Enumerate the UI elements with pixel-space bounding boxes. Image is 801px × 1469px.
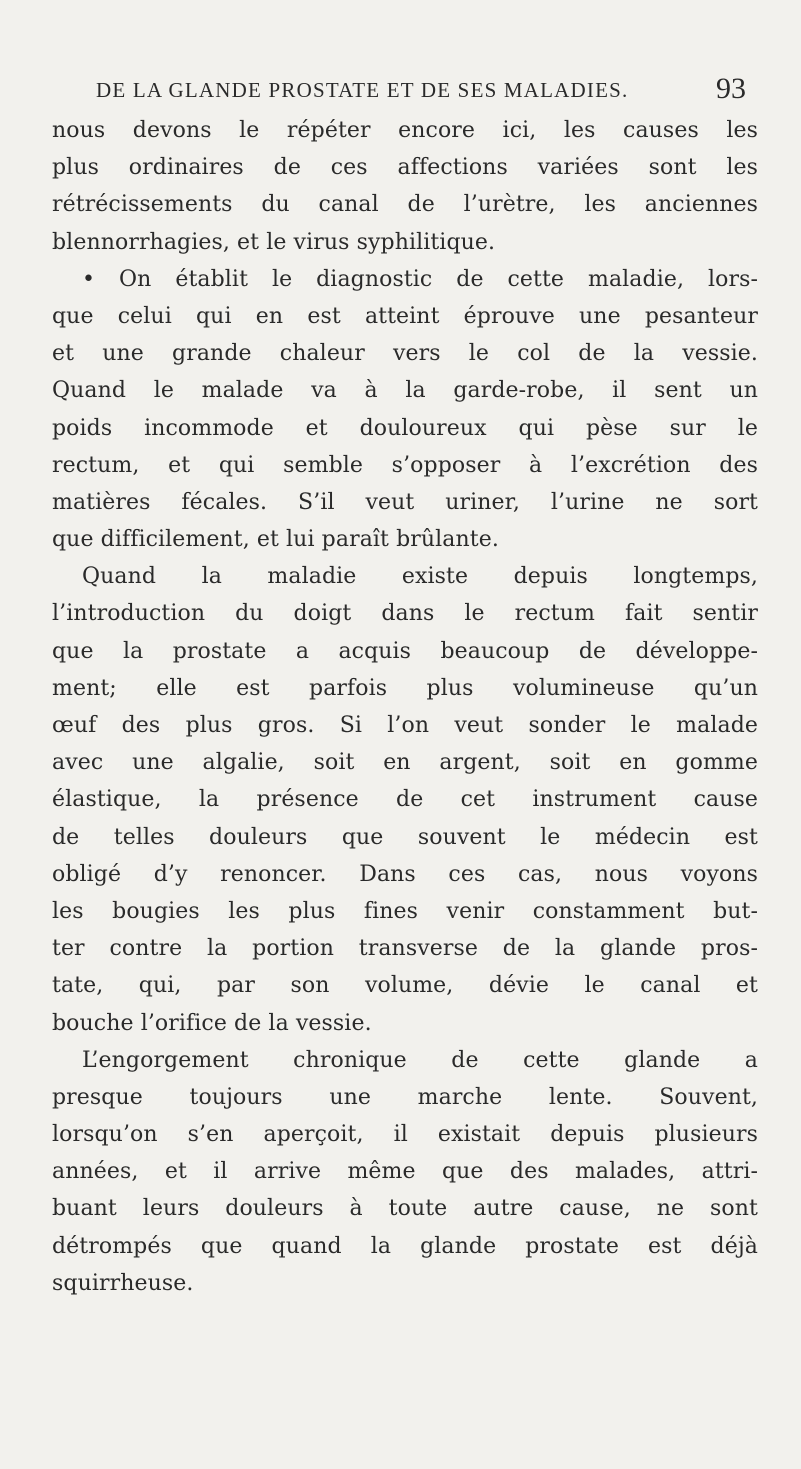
text-line: les bougies les plus fines venir constamment but-	[52, 898, 758, 924]
text-line: matières fécales. S’il veut uriner, l’urine ne sort	[52, 489, 758, 515]
text-line: blennorrhagies, et le virus syphilitique.	[52, 229, 496, 255]
text-line: l’introduction du doigt dans le rectum fait sentir	[52, 601, 758, 627]
text-line: obligé d’y renoncer. Dans ces cas, nous voyons	[52, 861, 758, 887]
text-line: plus ordinaires de ces affections variées sont les	[52, 155, 758, 181]
text-line: avec une algalie, soit en argent, soit en gomme	[52, 750, 758, 776]
text-line: que la prostate a acquis beaucoup de développe-	[52, 638, 758, 664]
body-text	[52, 112, 792, 1302]
running-title: DE LA GLANDE PROSTATE ET DE SES MALADIES.	[96, 78, 629, 102]
text-line: et une grande chaleur vers le col de la vessie.	[52, 341, 758, 367]
text-line: œuf des plus gros. Si l’on veut sonder le malade	[52, 713, 758, 738]
text-line: Quand le malade va à la garde-robe, il sent un	[52, 378, 758, 404]
text-line: élastique, la présence de cet instrument cause	[52, 787, 758, 813]
text-line: L’engorgement chronique de cette glande a	[82, 1047, 758, 1073]
running-head	[96, 74, 746, 114]
text-line: rectum, et qui semble s’opposer à l’excrétion des	[52, 452, 758, 478]
text-line: poids incommode et douloureux qui pèse sur le	[52, 415, 758, 441]
text-line: presque toujours une marche lente. Souvent,	[52, 1084, 758, 1110]
text-line: ment; elle est parfois plus volumineuse qu’un	[52, 675, 758, 701]
text-line: bouche l’orifice de la vessie.	[52, 1010, 372, 1036]
text-line: ter contre la portion transverse de la glande pros-	[52, 936, 758, 962]
text-line: tate, qui, par son volume, dévie le canal et	[52, 973, 758, 999]
text-line: Quand la maladie existe depuis longtemps,	[82, 564, 758, 590]
text-line: que celui qui en est atteint éprouve une pesanteur	[52, 303, 758, 329]
text-line: buant leurs douleurs à toute autre cause, ne sont	[52, 1196, 758, 1222]
text-line: que difficilement, et lui paraît brûlante.	[52, 527, 499, 553]
text-line: détrompés que quand la glande prostate est déjà	[52, 1233, 758, 1259]
text-line: rétrécissements du canal de l’urètre, les anciennes	[52, 192, 758, 218]
text-line: nous devons le répéter encore ici, les causes les	[52, 118, 758, 143]
text-line: squirrheuse.	[52, 1270, 194, 1296]
text-line: de telles douleurs que souvent le médecin est	[52, 824, 758, 850]
text-line: années, et il arrive même que des malades, attri-	[52, 1159, 758, 1185]
text-line: lorsqu’on s’en aperçoit, il existait depuis plusieurs	[52, 1122, 758, 1148]
page-number: 93	[716, 72, 746, 105]
text-line: • On établit le diagnostic de cette maladie, lors-	[82, 266, 758, 292]
